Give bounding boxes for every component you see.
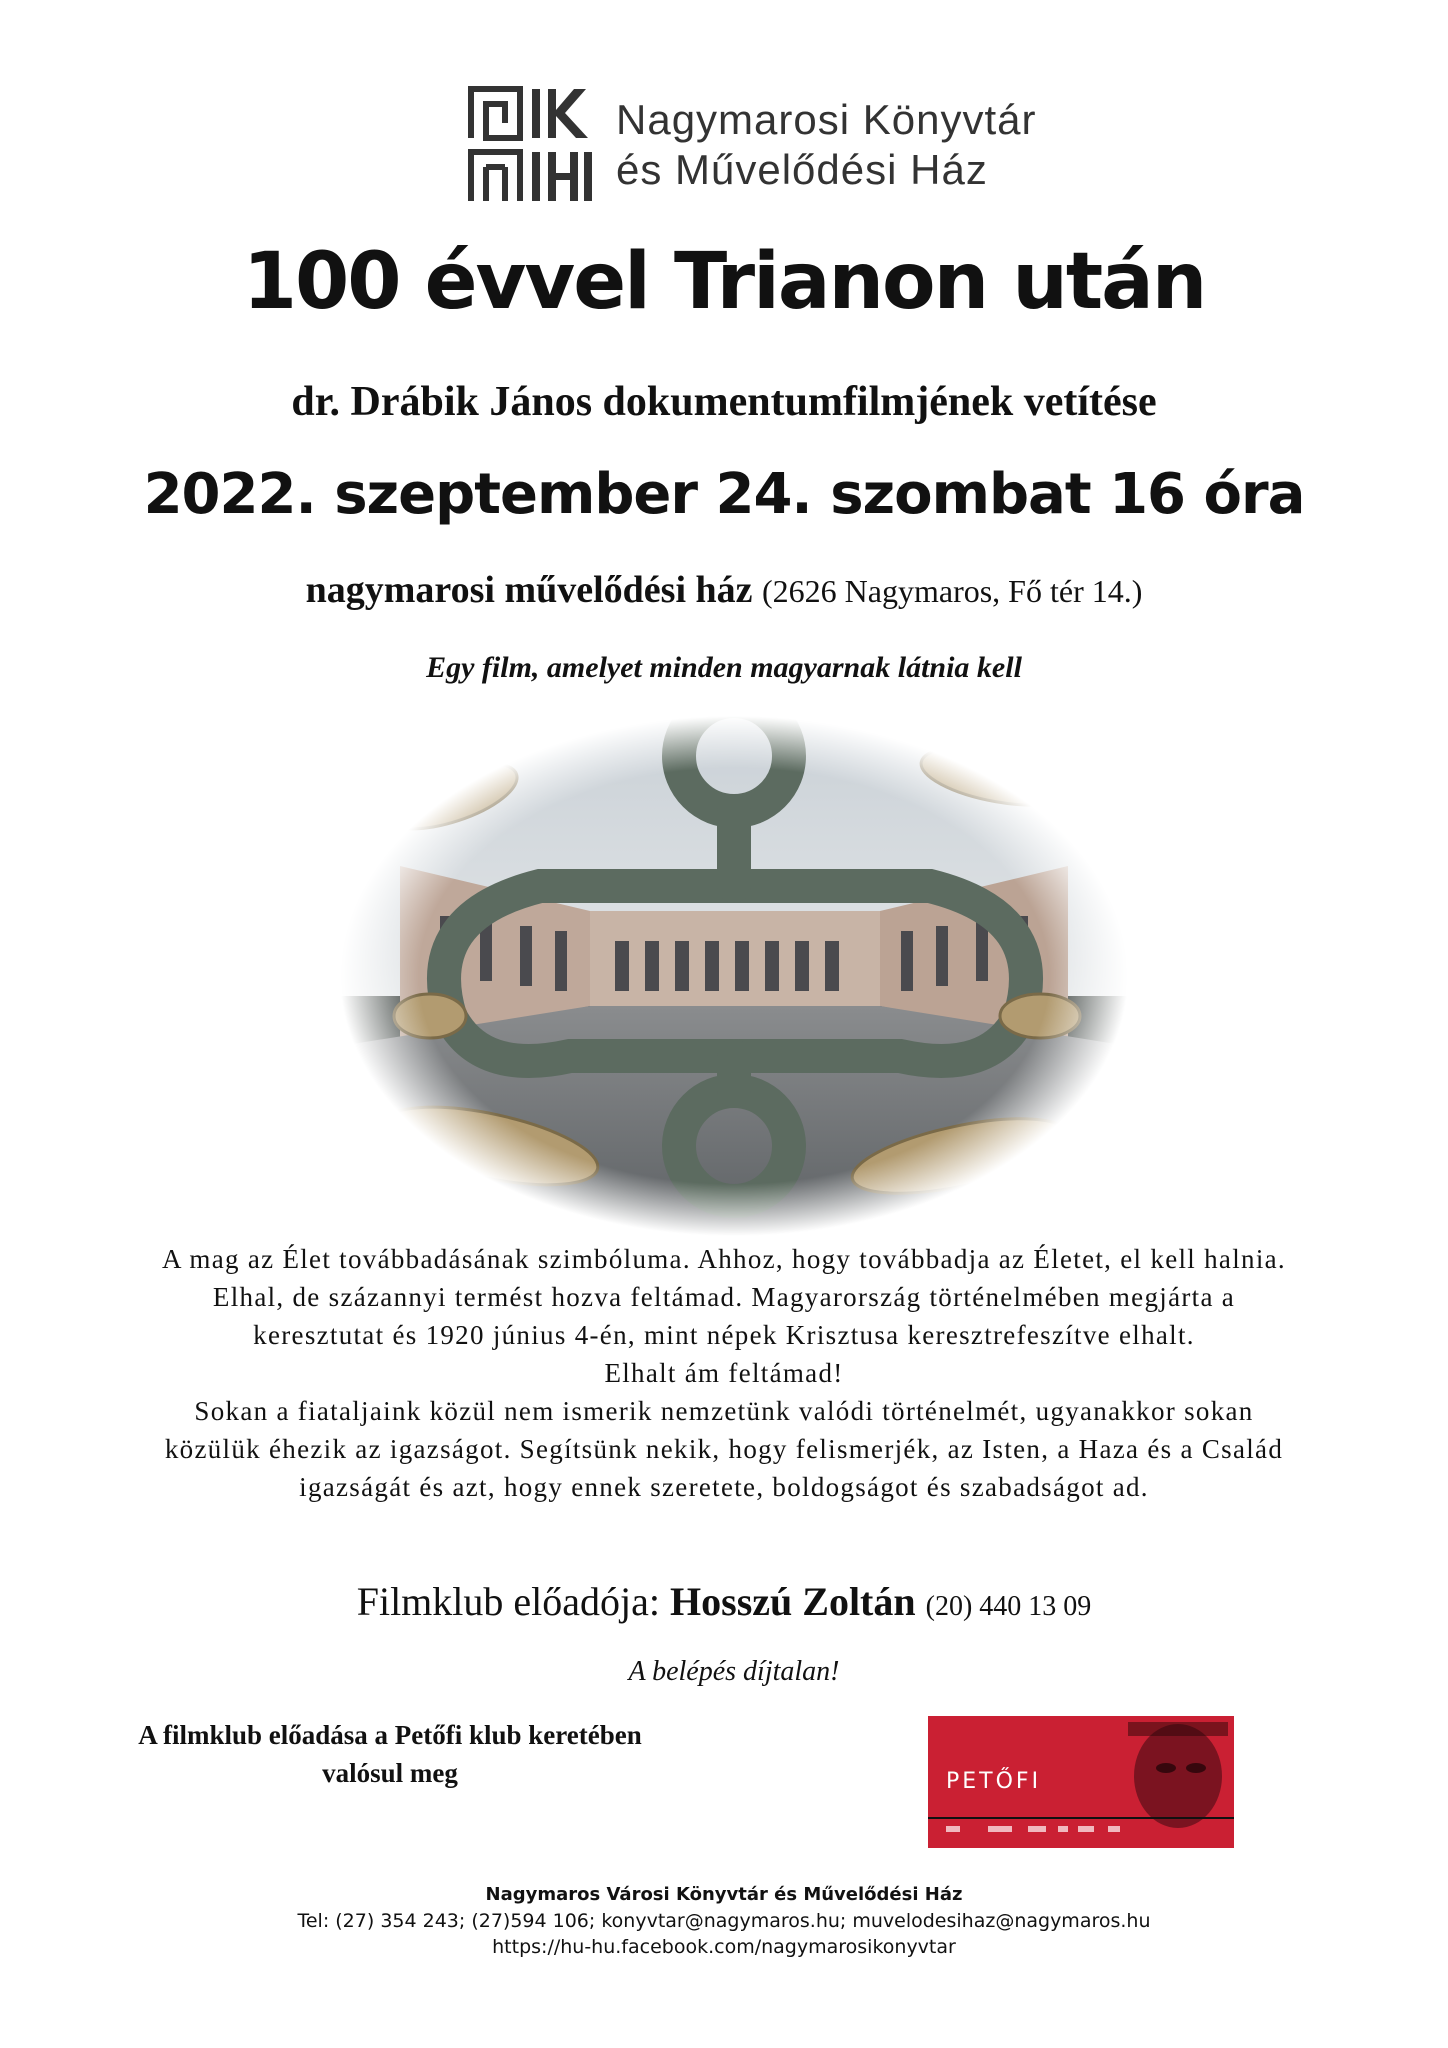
event-title: 100 évvel Trianon után: [242, 237, 1206, 327]
event-date: 2022. szeptember 24. szombat 16 óra: [143, 462, 1305, 527]
library-logo-mark-icon: [468, 86, 594, 204]
description-line: Elhalt ám feltámad!: [604, 1358, 844, 1388]
library-name-line2: és Művelődési Ház: [616, 146, 988, 193]
description-line: keresztutat és 1920 június 4-én, mint népek Krisztusa keresztrefeszítve elhalt.: [253, 1320, 1195, 1350]
venue-address: (2626 Nagymaros, Fő tér 14.): [762, 573, 1143, 609]
presenter-line: [0, 1576, 1448, 1633]
event-subtitle: dr. Drábik János dokumentumfilmjének vetítése: [291, 379, 1157, 425]
free-entry-note: A belépés díjtalan!: [628, 1656, 840, 1687]
event-description: [80, 1240, 1368, 1506]
description-line: Elhal, de százannyi termést hozva feltámad. Magyarország történelmében megjárta a: [212, 1282, 1236, 1312]
description-line: közülük éhezik az igazságot. Segítsünk nekik, hogy felismerjék, az Isten, a Haza és a Család: [164, 1434, 1284, 1464]
event-venue: [0, 566, 1448, 615]
library-logo: [468, 86, 1037, 204]
presenter-label: Filmklub előadója:: [356, 1579, 661, 1624]
footer-organization: Nagymaros Városi Könyvtár és Művelődési Ház: [485, 1884, 963, 1905]
description-line: igazságát és azt, hogy ennek szeretete, boldogságot és szabadságot ad.: [299, 1472, 1149, 1502]
presenter-name: Hosszú Zoltán: [670, 1579, 916, 1624]
club-note-line1: A filmklub előadása a Petőfi klub keretében: [138, 1720, 642, 1750]
footer: [0, 1882, 1448, 1960]
palace-through-gate-photo: [340, 716, 1128, 1236]
venue-name: nagymarosi művelődési ház: [305, 569, 753, 611]
footer-contact: Tel: (27) 354 243; (27)594 106; konyvtar@nagymaros.hu; muvelodesihaz@nagymaros.hu: [297, 1910, 1151, 1932]
petofi-logo-text: PETŐFI: [946, 1769, 1042, 1794]
club-note-line2: valósul meg: [322, 1758, 458, 1788]
description-line: Sokan a fiataljaink közül nem ismerik nemzetünk valódi történelmét, ugyanakkor sokan: [194, 1396, 1254, 1426]
club-note: [100, 1716, 680, 1792]
event-tagline: Egy film, amelyet minden magyarnak látnia kell: [426, 651, 1022, 684]
library-name-line1: Nagymarosi Könyvtár: [616, 96, 1037, 143]
description-line: A mag az Élet továbbadásának szimbóluma. Ahhoz, hogy továbbadja az Életet, el kell halnia.: [162, 1244, 1286, 1274]
footer-facebook-link[interactable]: https://hu-hu.facebook.com/nagymarosikonyvtar: [492, 1936, 956, 1958]
petofi-club-logo: [928, 1716, 1234, 1848]
presenter-phone: (20) 440 13 09: [925, 1591, 1092, 1622]
